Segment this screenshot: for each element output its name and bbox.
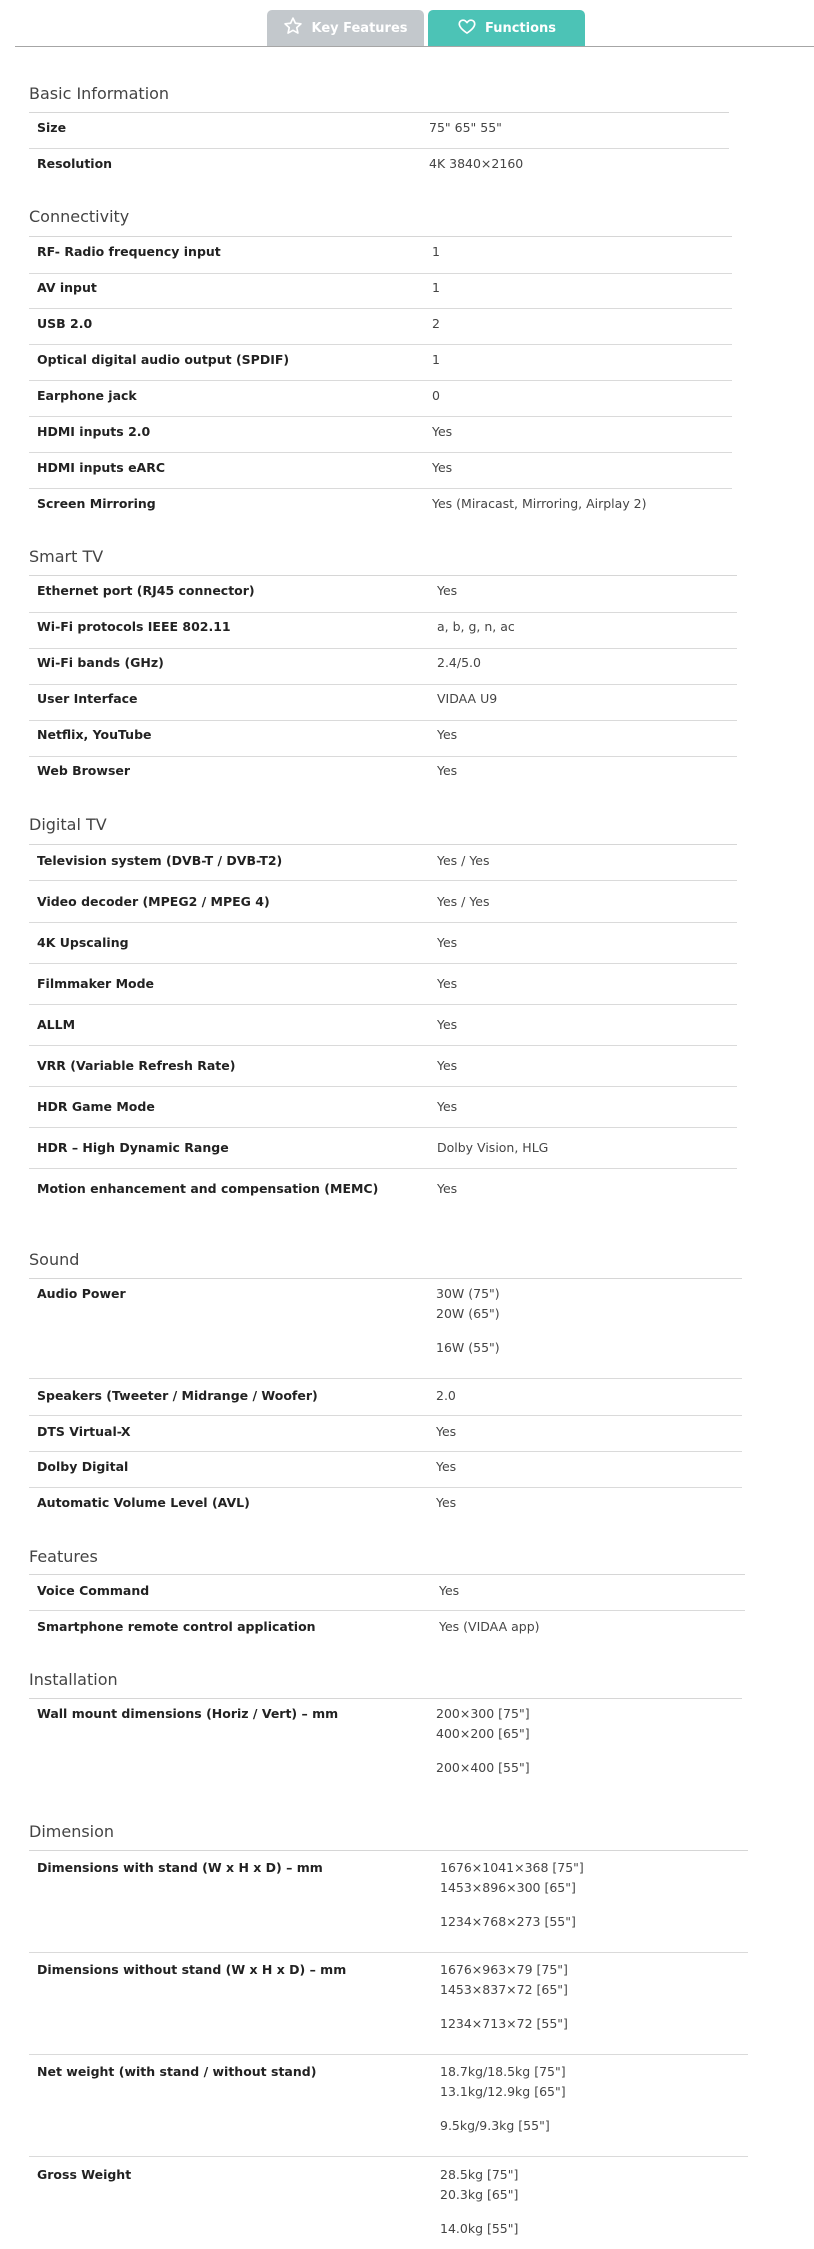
spec-label: Wi-Fi bands (GHz) bbox=[37, 655, 164, 670]
spec-label: Motion enhancement and compensation (MEMC) bbox=[37, 1181, 379, 1196]
spec-value-line: 13.1kg/12.9kg [65"] bbox=[440, 2084, 566, 2099]
tab-functions-label: Functions bbox=[484, 20, 557, 36]
row-divider bbox=[29, 684, 737, 685]
spec-value-line: Yes (Miracast, Mirroring, Airplay 2) bbox=[432, 496, 647, 511]
row-divider bbox=[29, 1610, 745, 1611]
spec-value-line: Yes bbox=[437, 1017, 458, 1032]
section-divider bbox=[29, 575, 737, 576]
spec-value-line: 2 bbox=[432, 316, 440, 331]
row-divider bbox=[29, 1004, 737, 1005]
row-divider bbox=[29, 1415, 742, 1416]
spec-value-line: 2.0 bbox=[436, 1388, 456, 1403]
spec-value-line: Yes / Yes bbox=[437, 894, 490, 909]
spec-value-line: Yes bbox=[432, 424, 453, 439]
spec-label: 4K Upscaling bbox=[37, 935, 129, 950]
section-divider bbox=[29, 1278, 742, 1279]
spec-label: Speakers (Tweeter / Midrange / Woofer) bbox=[37, 1388, 318, 1403]
section-divider bbox=[29, 844, 737, 845]
spec-label: Gross Weight bbox=[37, 2167, 132, 2182]
section-divider bbox=[29, 1574, 745, 1575]
spec-label: Netflix, YouTube bbox=[37, 727, 152, 742]
spec-value-line: Dolby Vision, HLG bbox=[437, 1140, 549, 1155]
spec-label: Screen Mirroring bbox=[37, 496, 156, 511]
row-divider bbox=[29, 720, 737, 721]
row-divider bbox=[29, 880, 737, 881]
spec-value-line: 1234×713×72 [55"] bbox=[440, 2016, 568, 2031]
spec-label: HDR Game Mode bbox=[37, 1099, 155, 1114]
spec-value-line: Yes bbox=[437, 976, 458, 991]
spec-value-line: Yes bbox=[437, 727, 458, 742]
spec-value-line: Yes bbox=[437, 1099, 458, 1114]
spec-label: Dimensions with stand (W x H x D) – mm bbox=[37, 1860, 323, 1875]
spec-label: DTS Virtual-X bbox=[37, 1424, 131, 1439]
spec-value-line: Yes bbox=[437, 1058, 458, 1073]
spec-label: Ethernet port (RJ45 connector) bbox=[37, 583, 255, 598]
spec-label: Dimensions without stand (W x H x D) – mm bbox=[37, 1962, 347, 1977]
tab-key-features-label: Key Features bbox=[311, 20, 408, 36]
spec-label: Size bbox=[37, 120, 67, 135]
row-divider bbox=[29, 416, 732, 417]
section-title-connectivity: Connectivity bbox=[29, 207, 130, 226]
spec-label: USB 2.0 bbox=[37, 316, 93, 331]
spec-value-line: 0 bbox=[432, 388, 440, 403]
spec-value-line: VIDAA U9 bbox=[437, 691, 498, 706]
tab-bar bbox=[0, 0, 814, 46]
section-title-installation: Installation bbox=[29, 1670, 118, 1689]
row-divider bbox=[29, 1378, 742, 1379]
spec-value-line: Yes bbox=[437, 1181, 458, 1196]
spec-label: Video decoder (MPEG2 / MPEG 4) bbox=[37, 894, 270, 909]
spec-value-line: Yes / Yes bbox=[437, 853, 490, 868]
spec-value-line: a, b, g, n, ac bbox=[437, 619, 515, 634]
row-divider bbox=[29, 273, 732, 274]
section-divider bbox=[29, 1698, 742, 1699]
section-divider bbox=[29, 112, 729, 113]
tab-divider bbox=[15, 46, 814, 47]
section-title-sound: Sound bbox=[29, 1250, 80, 1269]
spec-label: User Interface bbox=[37, 691, 138, 706]
section-title-dimension: Dimension bbox=[29, 1822, 115, 1841]
section-title-smart-tv: Smart TV bbox=[29, 547, 104, 566]
spec-value-line: 1453×896×300 [65"] bbox=[440, 1880, 576, 1895]
spec-label: HDR – High Dynamic Range bbox=[37, 1140, 229, 1155]
heart-icon bbox=[457, 16, 477, 40]
tab-functions[interactable] bbox=[428, 10, 585, 46]
spec-value-line: Yes bbox=[436, 1459, 457, 1474]
row-divider bbox=[29, 452, 732, 453]
section-title-digital-tv: Digital TV bbox=[29, 815, 107, 834]
spec-label: RF- Radio frequency input bbox=[37, 244, 221, 259]
spec-value-line: 1 bbox=[432, 280, 440, 295]
spec-value-line: 30W (75") bbox=[436, 1286, 500, 1301]
row-divider bbox=[29, 756, 737, 757]
spec-label: Web Browser bbox=[37, 763, 131, 778]
spec-label: Resolution bbox=[37, 156, 113, 171]
spec-label: VRR (Variable Refresh Rate) bbox=[37, 1058, 236, 1073]
spec-label: Automatic Volume Level (AVL) bbox=[37, 1495, 250, 1510]
spec-label: ALLM bbox=[37, 1017, 76, 1032]
row-divider bbox=[29, 922, 737, 923]
section-divider bbox=[29, 236, 732, 237]
section-title-basic-information: Basic Information bbox=[29, 84, 170, 103]
spec-label: Voice Command bbox=[37, 1583, 150, 1598]
spec-label: HDMI inputs 2.0 bbox=[37, 424, 151, 439]
row-divider bbox=[29, 2054, 748, 2055]
row-divider bbox=[29, 1045, 737, 1046]
spec-label: Filmmaker Mode bbox=[37, 976, 155, 991]
spec-label: Dolby Digital bbox=[37, 1459, 129, 1474]
spec-value-line: Yes bbox=[432, 460, 453, 475]
spec-label: HDMI inputs eARC bbox=[37, 460, 166, 475]
row-divider bbox=[29, 963, 737, 964]
row-divider bbox=[29, 2156, 748, 2157]
tab-key-features[interactable] bbox=[267, 10, 424, 46]
row-divider bbox=[29, 1127, 737, 1128]
spec-value-line: Yes bbox=[437, 935, 458, 950]
spec-label: Television system (DVB-T / DVB-T2) bbox=[37, 853, 283, 868]
row-divider bbox=[29, 648, 737, 649]
row-divider bbox=[29, 308, 732, 309]
spec-value-line: 1453×837×72 [65"] bbox=[440, 1982, 568, 1997]
row-divider bbox=[29, 1952, 748, 1953]
spec-value-line: 1676×963×79 [75"] bbox=[440, 1962, 568, 1977]
spec-value-line: 14.0kg [55"] bbox=[440, 2221, 519, 2236]
spec-label: Optical digital audio output (SPDIF) bbox=[37, 352, 290, 367]
spec-label: AV input bbox=[37, 280, 97, 295]
row-divider bbox=[29, 1168, 737, 1169]
spec-label: Wall mount dimensions (Horiz / Vert) – mm bbox=[37, 1706, 339, 1721]
spec-value-line: 400×200 [65"] bbox=[436, 1726, 530, 1741]
spec-value-line: 18.7kg/18.5kg [75"] bbox=[440, 2064, 566, 2079]
spec-value-line: 16W (55") bbox=[436, 1340, 500, 1355]
spec-value-line: 20W (65") bbox=[436, 1306, 500, 1321]
spec-label: Smartphone remote control application bbox=[37, 1619, 316, 1634]
spec-value-line: 1 bbox=[432, 244, 440, 259]
spec-value-line: 2.4/5.0 bbox=[437, 655, 481, 670]
spec-label: Wi-Fi protocols IEEE 802.11 bbox=[37, 619, 231, 634]
spec-value-line: 1 bbox=[432, 352, 440, 367]
spec-value-line: 20.3kg [65"] bbox=[440, 2187, 519, 2202]
row-divider bbox=[29, 1487, 742, 1488]
spec-label: Earphone jack bbox=[37, 388, 137, 403]
row-divider bbox=[29, 1451, 742, 1452]
spec-value-line: 4K 3840×2160 bbox=[429, 156, 524, 171]
spec-value-line: Yes bbox=[439, 1583, 460, 1598]
row-divider bbox=[29, 488, 732, 489]
spec-value-line: Yes bbox=[436, 1495, 457, 1510]
spec-value-line: 1234×768×273 [55"] bbox=[440, 1914, 576, 1929]
spec-value-line: 200×300 [75"] bbox=[436, 1706, 530, 1721]
spec-value-line: 75" 65" 55" bbox=[429, 120, 502, 135]
row-divider bbox=[29, 1086, 737, 1087]
spec-value-line: Yes bbox=[437, 583, 458, 598]
spec-value-line: 200×400 [55"] bbox=[436, 1760, 530, 1775]
star-icon bbox=[283, 16, 303, 40]
spec-value-line: 28.5kg [75"] bbox=[440, 2167, 519, 2182]
section-title-features: Features bbox=[29, 1547, 98, 1566]
spec-value-line: Yes bbox=[436, 1424, 457, 1439]
spec-value-line: 9.5kg/9.3kg [55"] bbox=[440, 2118, 550, 2133]
spec-label: Net weight (with stand / without stand) bbox=[37, 2064, 317, 2079]
spec-label: Audio Power bbox=[37, 1286, 126, 1301]
section-divider bbox=[29, 1850, 748, 1851]
row-divider bbox=[29, 344, 732, 345]
row-divider bbox=[29, 380, 732, 381]
row-divider bbox=[29, 148, 729, 149]
row-divider bbox=[29, 612, 737, 613]
spec-value-line: Yes bbox=[437, 763, 458, 778]
spec-value-line: Yes (VIDAA app) bbox=[439, 1619, 540, 1634]
spec-value-line: 1676×1041×368 [75"] bbox=[440, 1860, 584, 1875]
